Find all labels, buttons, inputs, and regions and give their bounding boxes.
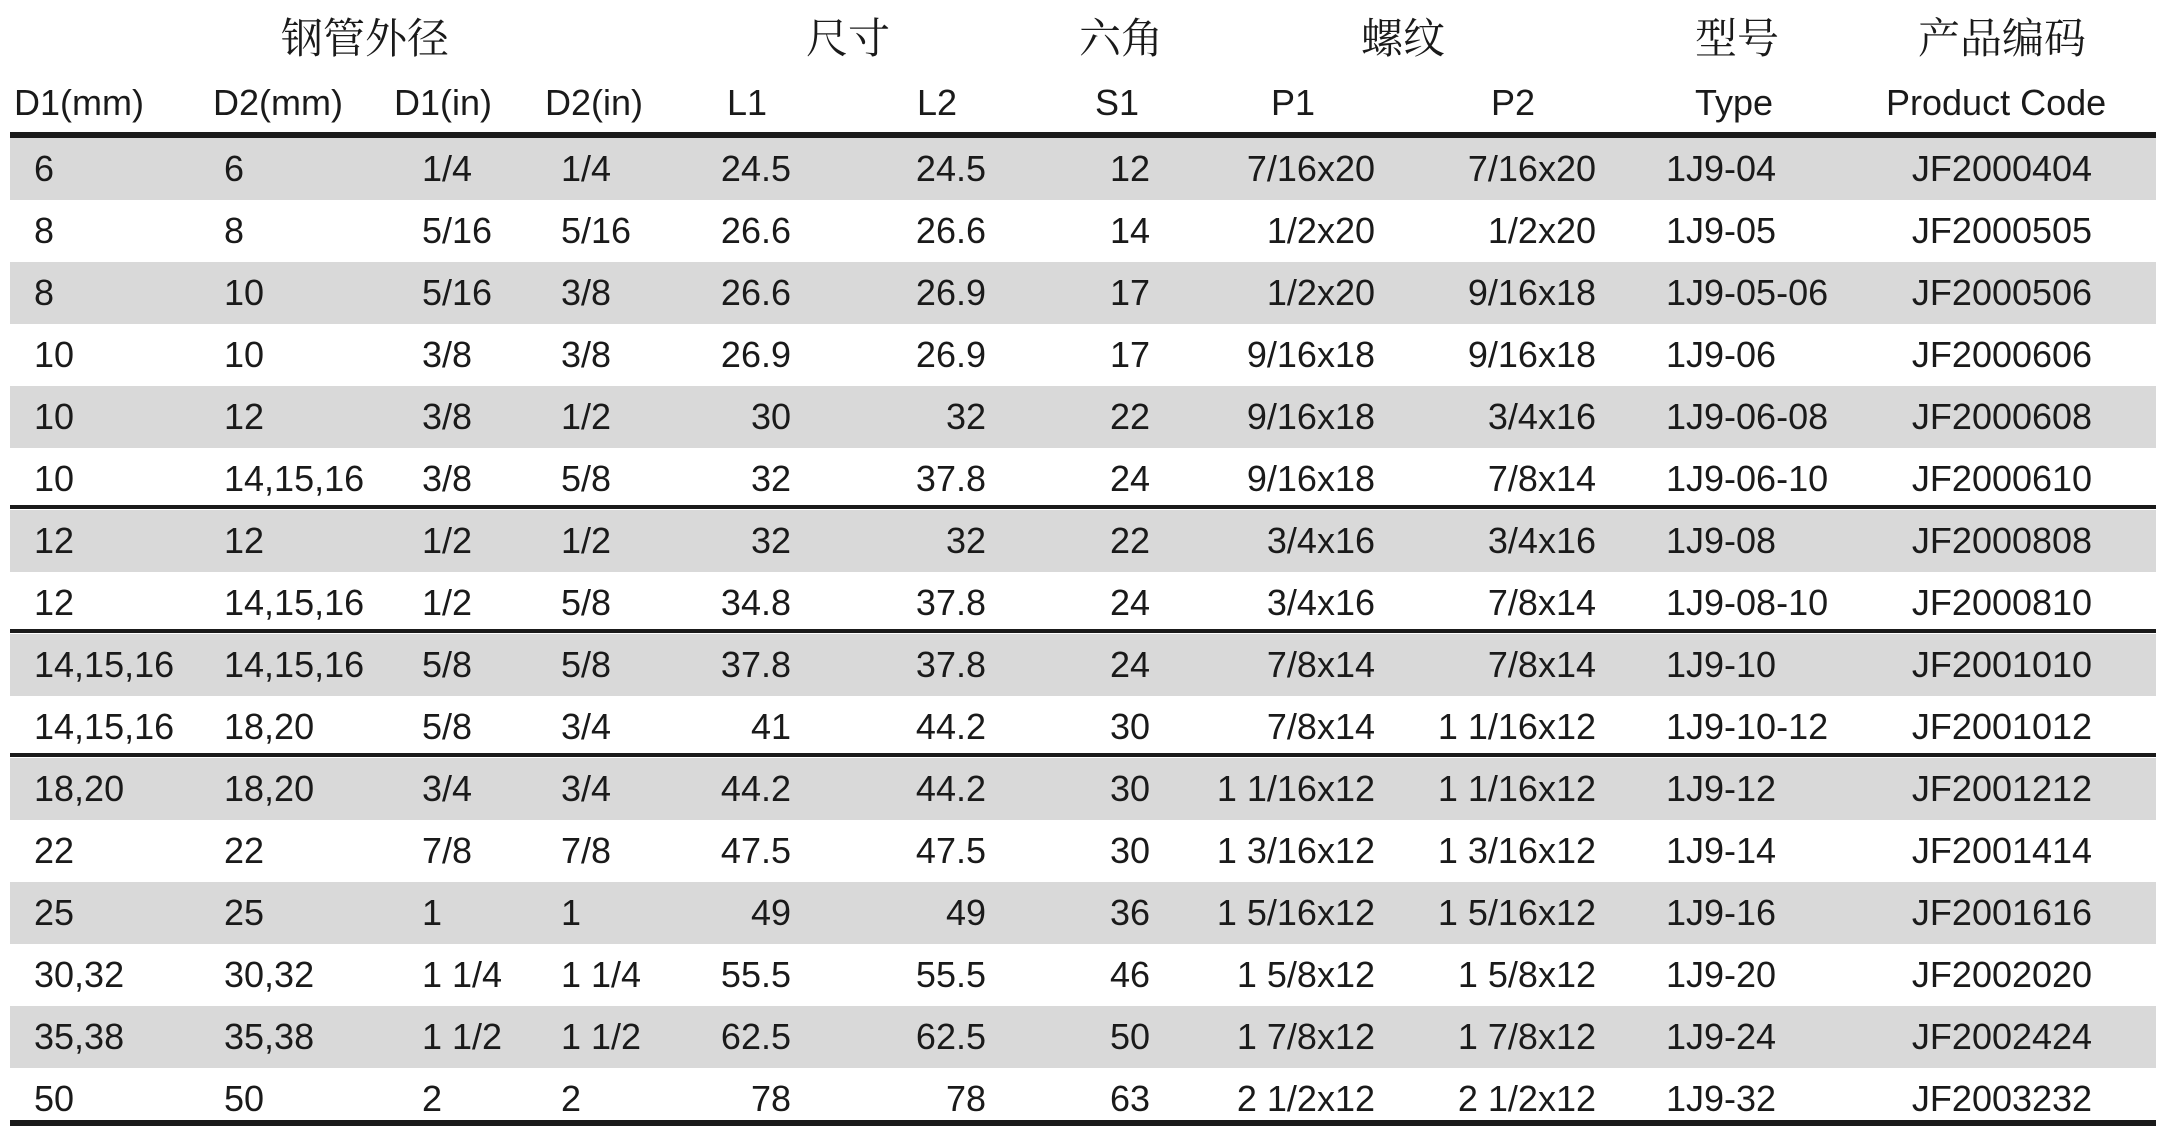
cell-d1-in: 1/2 bbox=[422, 520, 473, 561]
column-header-d2-mm: D2(mm) bbox=[213, 82, 343, 123]
table-row bbox=[10, 1006, 2156, 1068]
cell-p1: 3/4x16 bbox=[1266, 582, 1375, 623]
cell-s1: 50 bbox=[1109, 1016, 1150, 1057]
cell-l1: 32 bbox=[750, 520, 791, 561]
column-header-type: Type bbox=[1695, 82, 1774, 123]
cell-product-code: JF2000606 bbox=[1911, 334, 2093, 375]
table-row bbox=[10, 510, 2156, 572]
cell-product-code: JF2000810 bbox=[1911, 582, 2093, 623]
cell-p2: 7/8x14 bbox=[1487, 582, 1596, 623]
cell-d2-mm: 8 bbox=[224, 210, 245, 251]
cell-d1-mm: 22 bbox=[34, 830, 75, 871]
cell-product-code: JF2000404 bbox=[1911, 148, 2093, 189]
table-row bbox=[10, 386, 2156, 448]
cell-d1-mm: 12 bbox=[34, 582, 75, 623]
cell-s1: 46 bbox=[1109, 954, 1150, 995]
cell-l1: 34.8 bbox=[720, 582, 791, 623]
cell-d1-mm: 8 bbox=[34, 272, 55, 313]
column-header-s1: S1 bbox=[1095, 82, 1140, 123]
cell-p2: 7/8x14 bbox=[1487, 644, 1596, 685]
cell-type: 1J9-32 bbox=[1666, 1078, 1777, 1119]
cell-p1: 7/16x20 bbox=[1246, 148, 1375, 189]
column-header-row bbox=[0, 80, 2166, 132]
cell-d1-mm: 6 bbox=[34, 148, 55, 189]
table-row bbox=[10, 882, 2156, 944]
cell-d2-in: 1 bbox=[561, 892, 582, 933]
table-row bbox=[10, 448, 2156, 510]
cell-p2: 1 7/8x12 bbox=[1457, 1016, 1596, 1057]
table-row bbox=[10, 634, 2156, 696]
cell-type: 1J9-06-08 bbox=[1666, 396, 1829, 437]
cell-d2-in: 3/4 bbox=[561, 706, 612, 747]
column-header-d1-mm: D1(mm) bbox=[14, 82, 144, 123]
cell-s1: 63 bbox=[1109, 1078, 1150, 1119]
cell-p1: 9/16x18 bbox=[1246, 396, 1375, 437]
cell-type: 1J9-04 bbox=[1666, 148, 1777, 189]
cell-s1: 22 bbox=[1109, 520, 1150, 561]
table-row bbox=[10, 200, 2156, 262]
cell-l2: 37.8 bbox=[915, 458, 986, 499]
cell-product-code: JF2002424 bbox=[1911, 1016, 2093, 1057]
cell-d1-mm: 8 bbox=[34, 210, 55, 251]
cell-p2: 1 5/8x12 bbox=[1457, 954, 1596, 995]
cell-d2-in: 1/4 bbox=[561, 148, 612, 189]
cell-l2: 24.5 bbox=[915, 148, 986, 189]
cell-l2: 26.9 bbox=[915, 334, 986, 375]
cell-d2-mm: 18,20 bbox=[224, 768, 315, 809]
cell-s1: 30 bbox=[1109, 768, 1150, 809]
table-row bbox=[10, 262, 2156, 324]
table-row bbox=[10, 324, 2156, 386]
cell-product-code: JF2000505 bbox=[1911, 210, 2093, 251]
cell-product-code: JF2001616 bbox=[1911, 892, 2093, 933]
cell-type: 1J9-05-06 bbox=[1666, 272, 1829, 313]
cell-l2: 78 bbox=[945, 1078, 986, 1119]
cell-d1-mm: 14,15,16 bbox=[34, 644, 175, 685]
cell-type: 1J9-14 bbox=[1666, 830, 1777, 871]
cell-d1-mm: 30,32 bbox=[34, 954, 125, 995]
cell-s1: 30 bbox=[1109, 706, 1150, 747]
cell-d1-in: 1/4 bbox=[422, 148, 473, 189]
cell-type: 1J9-08-10 bbox=[1666, 582, 1829, 623]
column-header-d1-in: D1(in) bbox=[394, 82, 493, 123]
column-header-l2: L2 bbox=[917, 82, 958, 123]
cell-p2: 1 1/16x12 bbox=[1437, 706, 1596, 747]
cell-d1-in: 3/4 bbox=[422, 768, 473, 809]
cell-l2: 26.9 bbox=[915, 272, 986, 313]
column-header-p2: P2 bbox=[1491, 82, 1536, 123]
cell-product-code: JF2001414 bbox=[1911, 830, 2093, 871]
cell-l2: 32 bbox=[945, 396, 986, 437]
cell-type: 1J9-06 bbox=[1666, 334, 1777, 375]
cell-d1-mm: 10 bbox=[34, 458, 75, 499]
cell-d2-mm: 14,15,16 bbox=[224, 582, 365, 623]
cell-p1: 3/4x16 bbox=[1266, 520, 1375, 561]
cell-l1: 41 bbox=[750, 706, 791, 747]
cell-l2: 26.6 bbox=[915, 210, 986, 251]
cell-d1-in: 3/8 bbox=[422, 458, 473, 499]
cell-p2: 1 5/16x12 bbox=[1437, 892, 1596, 933]
cell-d2-in: 1/2 bbox=[561, 520, 612, 561]
spec-table-body bbox=[10, 138, 2156, 1130]
cell-p1: 1 5/16x12 bbox=[1216, 892, 1375, 933]
cell-d2-mm: 30,32 bbox=[224, 954, 315, 995]
cell-p1: 1 1/16x12 bbox=[1216, 768, 1375, 809]
cell-type: 1J9-16 bbox=[1666, 892, 1777, 933]
cell-p1: 1/2x20 bbox=[1266, 210, 1375, 251]
cell-type: 1J9-05 bbox=[1666, 210, 1777, 251]
cell-l1: 49 bbox=[750, 892, 791, 933]
group-divider bbox=[10, 753, 2156, 757]
cell-l2: 62.5 bbox=[915, 1016, 986, 1057]
cell-s1: 12 bbox=[1109, 148, 1150, 189]
column-header-product-code: Product Code bbox=[1886, 82, 2107, 123]
cell-s1: 22 bbox=[1109, 396, 1150, 437]
cell-p2: 1 3/16x12 bbox=[1437, 830, 1596, 871]
cell-s1: 17 bbox=[1109, 334, 1150, 375]
cell-s1: 36 bbox=[1109, 892, 1150, 933]
cell-d1-mm: 25 bbox=[34, 892, 75, 933]
cell-d1-in: 1 1/2 bbox=[422, 1016, 503, 1057]
cell-d2-in: 5/8 bbox=[561, 644, 612, 685]
cell-product-code: JF2003232 bbox=[1911, 1078, 2093, 1119]
cell-type: 1J9-06-10 bbox=[1666, 458, 1829, 499]
cell-product-code: JF2001010 bbox=[1911, 644, 2093, 685]
cell-d2-mm: 10 bbox=[224, 334, 265, 375]
cell-l2: 49 bbox=[945, 892, 986, 933]
cell-product-code: JF2001212 bbox=[1911, 768, 2093, 809]
cell-d2-in: 5/8 bbox=[561, 458, 612, 499]
cell-l1: 55.5 bbox=[720, 954, 791, 995]
cell-d1-in: 1 1/4 bbox=[422, 954, 503, 995]
cell-l2: 55.5 bbox=[915, 954, 986, 995]
cell-product-code: JF2000506 bbox=[1911, 272, 2093, 313]
cell-d1-mm: 10 bbox=[34, 396, 75, 437]
cell-d2-mm: 14,15,16 bbox=[224, 458, 365, 499]
cell-p2: 9/16x18 bbox=[1467, 334, 1596, 375]
cell-l1: 37.8 bbox=[720, 644, 791, 685]
cell-p1: 9/16x18 bbox=[1246, 458, 1375, 499]
group-header-row bbox=[0, 0, 2166, 80]
cell-type: 1J9-24 bbox=[1666, 1016, 1777, 1057]
cell-s1: 24 bbox=[1109, 582, 1150, 623]
cell-p1: 2 1/2x12 bbox=[1236, 1078, 1375, 1119]
cell-product-code: JF2000610 bbox=[1911, 458, 2093, 499]
group-divider bbox=[10, 629, 2156, 633]
cell-d1-mm: 10 bbox=[34, 334, 75, 375]
cell-s1: 24 bbox=[1109, 644, 1150, 685]
cell-d2-in: 1/2 bbox=[561, 396, 612, 437]
cell-d1-in: 1 bbox=[422, 892, 443, 933]
cell-d1-mm: 35,38 bbox=[34, 1016, 125, 1057]
cell-d1-in: 5/16 bbox=[422, 210, 493, 251]
cell-l2: 44.2 bbox=[915, 768, 986, 809]
cell-d2-in: 3/4 bbox=[561, 768, 612, 809]
cell-p1: 1 5/8x12 bbox=[1236, 954, 1375, 995]
table-row bbox=[10, 820, 2156, 882]
group-header-product-code: 产品编码 bbox=[1917, 15, 2087, 62]
table-row bbox=[10, 944, 2156, 1006]
cell-s1: 17 bbox=[1109, 272, 1150, 313]
cell-l2: 32 bbox=[945, 520, 986, 561]
cell-p1: 7/8x14 bbox=[1266, 706, 1375, 747]
cell-type: 1J9-12 bbox=[1666, 768, 1777, 809]
cell-d1-in: 1/2 bbox=[422, 582, 473, 623]
cell-l1: 26.6 bbox=[720, 210, 791, 251]
cell-l1: 32 bbox=[750, 458, 791, 499]
cell-l1: 24.5 bbox=[720, 148, 791, 189]
table-bottom-rule bbox=[10, 1120, 2156, 1126]
cell-l2: 44.2 bbox=[915, 706, 986, 747]
cell-s1: 14 bbox=[1109, 210, 1150, 251]
table-row bbox=[10, 758, 2156, 820]
cell-d2-in: 1 1/2 bbox=[561, 1016, 642, 1057]
cell-d1-in: 7/8 bbox=[422, 830, 473, 871]
table-row bbox=[10, 138, 2156, 200]
cell-p2: 2 1/2x12 bbox=[1457, 1078, 1596, 1119]
cell-l1: 26.9 bbox=[720, 334, 791, 375]
cell-l1: 47.5 bbox=[720, 830, 791, 871]
cell-d2-mm: 25 bbox=[224, 892, 265, 933]
cell-s1: 30 bbox=[1109, 830, 1150, 871]
cell-product-code: JF2000608 bbox=[1911, 396, 2093, 437]
table-row bbox=[10, 572, 2156, 634]
cell-d1-mm: 18,20 bbox=[34, 768, 125, 809]
cell-d2-mm: 6 bbox=[224, 148, 245, 189]
cell-d2-mm: 12 bbox=[224, 396, 265, 437]
cell-p2: 7/8x14 bbox=[1487, 458, 1596, 499]
group-header-steel-od: 钢管外径 bbox=[280, 15, 450, 62]
cell-s1: 24 bbox=[1109, 458, 1150, 499]
cell-d1-mm: 14,15,16 bbox=[34, 706, 175, 747]
column-header-d2-in: D2(in) bbox=[545, 82, 644, 123]
column-header-p1: P1 bbox=[1271, 82, 1316, 123]
cell-l1: 30 bbox=[750, 396, 791, 437]
cell-d2-mm: 10 bbox=[224, 272, 265, 313]
cell-l2: 37.8 bbox=[915, 582, 986, 623]
table-row bbox=[10, 696, 2156, 758]
group-header-hex: 六角 bbox=[1078, 15, 1164, 62]
cell-p1: 1/2x20 bbox=[1266, 272, 1375, 313]
cell-d2-in: 5/16 bbox=[561, 210, 632, 251]
cell-l1: 78 bbox=[750, 1078, 791, 1119]
cell-d1-in: 5/16 bbox=[422, 272, 493, 313]
cell-p1: 1 7/8x12 bbox=[1236, 1016, 1375, 1057]
cell-d1-in: 5/8 bbox=[422, 644, 473, 685]
cell-d1-in: 5/8 bbox=[422, 706, 473, 747]
cell-d2-mm: 14,15,16 bbox=[224, 644, 365, 685]
column-header-l1: L1 bbox=[727, 82, 768, 123]
cell-p2: 9/16x18 bbox=[1467, 272, 1596, 313]
cell-p2: 3/4x16 bbox=[1487, 396, 1596, 437]
cell-l2: 37.8 bbox=[915, 644, 986, 685]
cell-d2-in: 2 bbox=[561, 1078, 582, 1119]
cell-d2-mm: 12 bbox=[224, 520, 265, 561]
cell-d2-in: 5/8 bbox=[561, 582, 612, 623]
group-header-model: 型号 bbox=[1694, 15, 1780, 62]
cell-type: 1J9-10 bbox=[1666, 644, 1777, 685]
cell-d1-mm: 50 bbox=[34, 1078, 75, 1119]
cell-p2: 1 1/16x12 bbox=[1437, 768, 1596, 809]
cell-p2: 3/4x16 bbox=[1487, 520, 1596, 561]
cell-d1-mm: 12 bbox=[34, 520, 75, 561]
cell-p2: 1/2x20 bbox=[1487, 210, 1596, 251]
cell-product-code: JF2002020 bbox=[1911, 954, 2093, 995]
cell-l1: 44.2 bbox=[720, 768, 791, 809]
group-divider bbox=[10, 505, 2156, 509]
cell-d2-in: 7/8 bbox=[561, 830, 612, 871]
cell-l1: 62.5 bbox=[720, 1016, 791, 1057]
cell-product-code: JF2000808 bbox=[1911, 520, 2093, 561]
cell-d2-in: 3/8 bbox=[561, 272, 612, 313]
cell-type: 1J9-08 bbox=[1666, 520, 1777, 561]
cell-p2: 7/16x20 bbox=[1467, 148, 1596, 189]
cell-d2-mm: 50 bbox=[224, 1078, 265, 1119]
group-header-size: 尺寸 bbox=[805, 15, 891, 62]
cell-d2-in: 3/8 bbox=[561, 334, 612, 375]
cell-l1: 26.6 bbox=[720, 272, 791, 313]
cell-p1: 7/8x14 bbox=[1266, 644, 1375, 685]
cell-p1: 1 3/16x12 bbox=[1216, 830, 1375, 871]
cell-d2-mm: 35,38 bbox=[224, 1016, 315, 1057]
cell-product-code: JF2001012 bbox=[1911, 706, 2093, 747]
cell-d1-in: 3/8 bbox=[422, 396, 473, 437]
cell-d2-mm: 18,20 bbox=[224, 706, 315, 747]
cell-d1-in: 2 bbox=[422, 1078, 443, 1119]
cell-d2-in: 1 1/4 bbox=[561, 954, 642, 995]
cell-type: 1J9-20 bbox=[1666, 954, 1777, 995]
cell-d2-mm: 22 bbox=[224, 830, 265, 871]
cell-type: 1J9-10-12 bbox=[1666, 706, 1829, 747]
cell-l2: 47.5 bbox=[915, 830, 986, 871]
cell-d1-in: 3/8 bbox=[422, 334, 473, 375]
group-header-thread: 螺纹 bbox=[1360, 15, 1446, 62]
cell-p1: 9/16x18 bbox=[1246, 334, 1375, 375]
